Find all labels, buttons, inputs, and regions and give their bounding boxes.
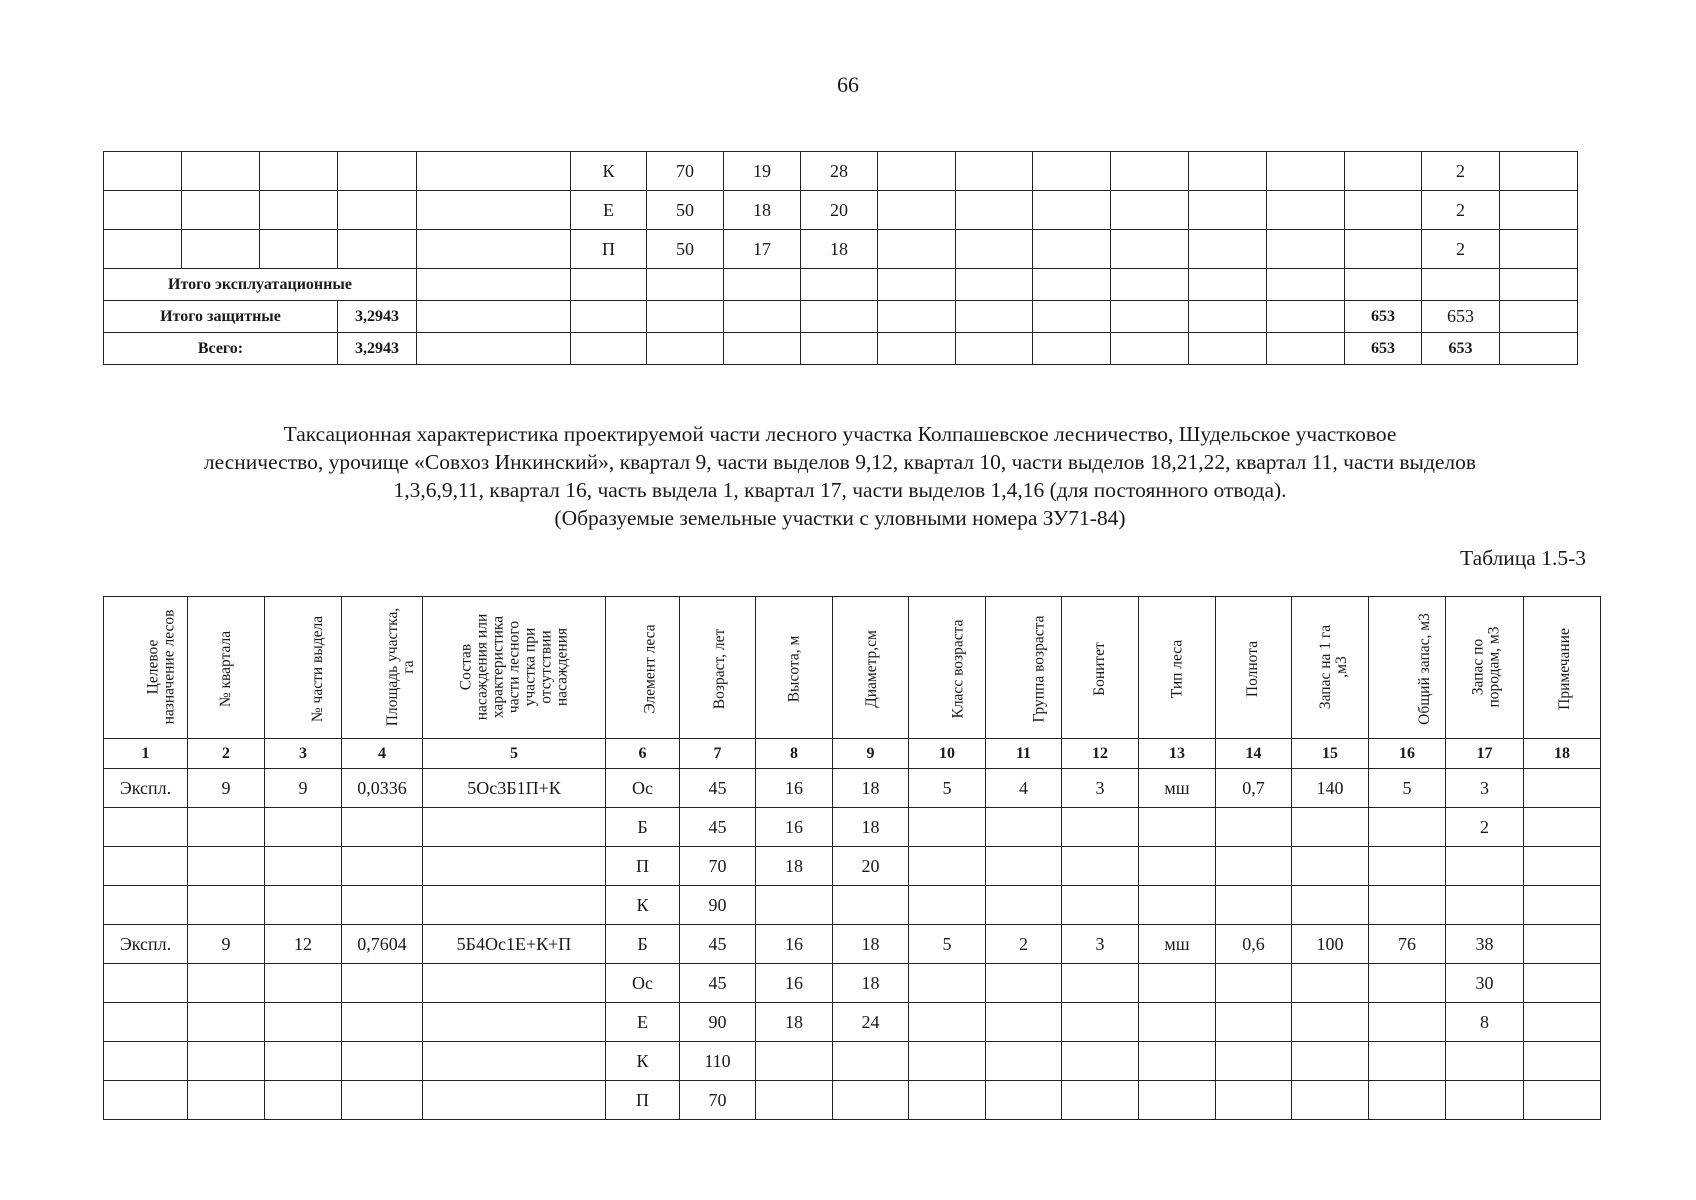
table-cell bbox=[1216, 1042, 1292, 1081]
table-cell: 12 bbox=[265, 925, 342, 964]
table-row bbox=[104, 191, 1578, 230]
column-header-label: Общий запас, м3 bbox=[1415, 613, 1433, 725]
column-header bbox=[1524, 597, 1601, 739]
total-protective-stock-by-species: 653 bbox=[1422, 301, 1500, 333]
table-cell: мш bbox=[1139, 769, 1216, 808]
table-row bbox=[104, 847, 1601, 886]
table-cell: Б bbox=[606, 925, 680, 964]
column-header bbox=[986, 597, 1062, 739]
table-cell: К bbox=[606, 886, 680, 925]
table-cell bbox=[423, 1042, 606, 1081]
table-cell: 90 bbox=[680, 1003, 756, 1042]
header-row bbox=[104, 597, 1601, 739]
table-cell: 18 bbox=[833, 964, 909, 1003]
table-cell bbox=[342, 1081, 423, 1120]
table-cell bbox=[986, 886, 1062, 925]
table-cell bbox=[342, 847, 423, 886]
column-header bbox=[1216, 597, 1292, 739]
table-cell bbox=[756, 886, 833, 925]
table-cell bbox=[1139, 886, 1216, 925]
table-cell: 38 bbox=[1446, 925, 1524, 964]
column-header bbox=[188, 597, 265, 739]
table-cell bbox=[1446, 886, 1524, 925]
height-cell: 19 bbox=[724, 152, 801, 191]
table-row bbox=[104, 152, 1578, 191]
table-row bbox=[104, 230, 1578, 269]
table-cell: 3 bbox=[1446, 769, 1524, 808]
column-number: 15 bbox=[1292, 739, 1369, 769]
table-cell bbox=[1139, 1042, 1216, 1081]
table-cell: П bbox=[606, 1081, 680, 1120]
caption-line: (Образуемые земельные участки с уловными номера ЗУ71-84) bbox=[554, 506, 1126, 530]
column-header-label: Запас по породам, м3 bbox=[1469, 626, 1503, 708]
diameter-cell: 20 bbox=[801, 191, 878, 230]
table-cell bbox=[1446, 847, 1524, 886]
column-number: 6 bbox=[606, 739, 680, 769]
table-row bbox=[104, 886, 1601, 925]
column-header-label: Высота, м bbox=[785, 635, 802, 703]
table-cell bbox=[1524, 1042, 1601, 1081]
column-header-label: Состав насаждения или характеристика части лесного участка при отсутствии насаждения bbox=[457, 613, 570, 721]
total-exploitation-label: Итого эксплуатационные bbox=[104, 269, 417, 301]
table-cell: Экспл. bbox=[104, 769, 188, 808]
table-row bbox=[104, 769, 1601, 808]
column-number: 4 bbox=[342, 739, 423, 769]
column-header-label: Диаметр,см bbox=[862, 630, 880, 708]
table-cell: 16 bbox=[756, 925, 833, 964]
table-cell: 5 bbox=[909, 769, 986, 808]
height-cell: 18 bbox=[724, 191, 801, 230]
total-protective-row bbox=[104, 301, 1578, 333]
column-header bbox=[1292, 597, 1369, 739]
table-cell bbox=[342, 964, 423, 1003]
table-cell bbox=[1216, 886, 1292, 925]
element-cell: П bbox=[571, 230, 647, 269]
age-cell: 50 bbox=[647, 230, 724, 269]
table-cell bbox=[1524, 1081, 1601, 1120]
table-number: Таблица 1.5-3 bbox=[1460, 546, 1586, 570]
table-cell: 76 bbox=[1369, 925, 1446, 964]
column-number: 2 bbox=[188, 739, 265, 769]
column-number: 8 bbox=[756, 739, 833, 769]
column-number: 7 bbox=[680, 739, 756, 769]
table-cell bbox=[1216, 847, 1292, 886]
column-header-label: Примечание bbox=[1555, 628, 1573, 710]
table-cell: 4 bbox=[986, 769, 1062, 808]
grand-total-label: Всего: bbox=[104, 333, 338, 365]
table-cell bbox=[1062, 847, 1139, 886]
column-header bbox=[1369, 597, 1446, 739]
table-cell: 9 bbox=[188, 925, 265, 964]
table-cell bbox=[188, 886, 265, 925]
table-cell: 45 bbox=[680, 808, 756, 847]
table-row bbox=[104, 925, 1601, 964]
table-cell: 5Ос3Б1П+К bbox=[423, 769, 606, 808]
table-cell: 0,7 bbox=[1216, 769, 1292, 808]
table-cell bbox=[909, 964, 986, 1003]
table-cell bbox=[1062, 1081, 1139, 1120]
table-cell bbox=[986, 1042, 1062, 1081]
table-cell: 8 bbox=[1446, 1003, 1524, 1042]
column-header bbox=[104, 597, 188, 739]
table-cell: 16 bbox=[756, 769, 833, 808]
table-cell bbox=[188, 808, 265, 847]
table-cell bbox=[909, 1081, 986, 1120]
table-cell bbox=[1446, 1042, 1524, 1081]
table-cell bbox=[1139, 1003, 1216, 1042]
column-header bbox=[756, 597, 833, 739]
table-cell bbox=[756, 1081, 833, 1120]
column-number: 3 bbox=[265, 739, 342, 769]
total-protective-label: Итого защитные bbox=[104, 301, 338, 333]
table-cell bbox=[265, 808, 342, 847]
column-header bbox=[833, 597, 909, 739]
table-cell: 0,0336 bbox=[342, 769, 423, 808]
column-header-label: Тип леса bbox=[1168, 639, 1185, 699]
table-caption bbox=[100, 420, 1580, 532]
table-cell bbox=[1062, 808, 1139, 847]
column-header-label: Элемент леса bbox=[641, 624, 659, 714]
total-protective-stock: 653 bbox=[1345, 301, 1422, 333]
table-cell bbox=[909, 1003, 986, 1042]
table-cell bbox=[1292, 847, 1369, 886]
table-cell bbox=[909, 847, 986, 886]
caption-line: Таксационная характеристика проектируемой части лесного участка Колпашевское лесничество, Шудельское участковое bbox=[283, 422, 1397, 446]
column-header-label: Целевое назначение лесов bbox=[144, 609, 178, 725]
table-cell: 2 bbox=[986, 925, 1062, 964]
column-number: 11 bbox=[986, 739, 1062, 769]
table-cell: 20 bbox=[833, 847, 909, 886]
grand-total-stock-by-species: 653 bbox=[1422, 333, 1500, 365]
table-cell bbox=[1216, 1003, 1292, 1042]
total-exploitation-row bbox=[104, 269, 1578, 301]
table-cell bbox=[265, 847, 342, 886]
table-cell: 70 bbox=[680, 847, 756, 886]
column-header bbox=[1446, 597, 1524, 739]
table-cell: 30 bbox=[1446, 964, 1524, 1003]
stock-by-species-cell: 2 bbox=[1422, 191, 1500, 230]
table-cell bbox=[188, 1003, 265, 1042]
table-cell bbox=[1524, 964, 1601, 1003]
table-cell bbox=[188, 1042, 265, 1081]
table-cell: 16 bbox=[756, 964, 833, 1003]
caption-line: лесничество, урочище «Совхоз Инкинский», квартал 9, части выделов 9,12, квартал 10, части выделов 18,21,22, квартал 11, части выделов bbox=[203, 450, 1477, 474]
table-cell: 18 bbox=[833, 808, 909, 847]
table-cell bbox=[833, 1042, 909, 1081]
table-cell bbox=[104, 1081, 188, 1120]
table-cell bbox=[188, 1081, 265, 1120]
taxation-table bbox=[103, 596, 1601, 1120]
table-cell bbox=[1369, 808, 1446, 847]
table-cell: 18 bbox=[833, 769, 909, 808]
table-cell bbox=[423, 808, 606, 847]
table-row bbox=[104, 1003, 1601, 1042]
stock-by-species-cell: 2 bbox=[1422, 152, 1500, 191]
table-cell bbox=[1524, 1003, 1601, 1042]
table-cell bbox=[104, 964, 188, 1003]
table-cell bbox=[1062, 886, 1139, 925]
column-header bbox=[909, 597, 986, 739]
column-header bbox=[680, 597, 756, 739]
table-cell bbox=[423, 886, 606, 925]
table-cell: 3 bbox=[1062, 769, 1139, 808]
column-header-label: Полнота bbox=[1244, 640, 1262, 698]
table-cell bbox=[986, 1003, 1062, 1042]
height-cell: 17 bbox=[724, 230, 801, 269]
table-cell: 9 bbox=[265, 769, 342, 808]
table-cell bbox=[1369, 964, 1446, 1003]
column-header-label: № квартала bbox=[217, 630, 235, 708]
table-cell: мш bbox=[1139, 925, 1216, 964]
table-cell bbox=[1524, 847, 1601, 886]
column-number: 16 bbox=[1369, 739, 1446, 769]
table-cell bbox=[265, 1042, 342, 1081]
table-cell: Е bbox=[606, 1003, 680, 1042]
grand-total-stock: 653 bbox=[1345, 333, 1422, 365]
table-cell bbox=[1524, 925, 1601, 964]
table-cell bbox=[909, 808, 986, 847]
column-header bbox=[342, 597, 423, 739]
table-cell: 3 bbox=[1062, 925, 1139, 964]
column-number: 1 bbox=[104, 739, 188, 769]
table-cell bbox=[342, 1003, 423, 1042]
column-number: 9 bbox=[833, 739, 909, 769]
table-cell bbox=[1369, 1042, 1446, 1081]
column-number: 12 bbox=[1062, 739, 1139, 769]
total-protective-area: 3,2943 bbox=[338, 301, 417, 333]
table-cell bbox=[1524, 808, 1601, 847]
caption-line: 1,3,6,9,11, квартал 16, часть выдела 1, квартал 17, части выделов 1,4,16 (для постоянного отвода). bbox=[393, 478, 1287, 502]
table-cell bbox=[342, 1042, 423, 1081]
table-row bbox=[104, 1081, 1601, 1120]
table-cell bbox=[1292, 808, 1369, 847]
table-cell bbox=[1139, 847, 1216, 886]
table-cell bbox=[756, 1042, 833, 1081]
table-cell bbox=[1216, 1081, 1292, 1120]
table-cell bbox=[104, 886, 188, 925]
grand-total-row bbox=[104, 333, 1578, 365]
column-header bbox=[606, 597, 680, 739]
column-number: 17 bbox=[1446, 739, 1524, 769]
table-cell: 5 bbox=[1369, 769, 1446, 808]
column-number-row bbox=[104, 739, 1601, 769]
table-cell bbox=[1062, 964, 1139, 1003]
page-number: 66 bbox=[837, 72, 859, 97]
table-cell bbox=[1062, 1003, 1139, 1042]
table-cell: 45 bbox=[680, 925, 756, 964]
table-cell: 5 bbox=[909, 925, 986, 964]
table-cell: Б bbox=[606, 808, 680, 847]
table-cell: 0,6 bbox=[1216, 925, 1292, 964]
table-cell bbox=[1292, 1042, 1369, 1081]
column-header bbox=[423, 597, 606, 739]
table-cell: 70 bbox=[680, 1081, 756, 1120]
column-header-label: Запас на 1 га ,м3 bbox=[1317, 624, 1351, 710]
column-header-label: Группа возраста bbox=[1030, 615, 1048, 723]
table-cell bbox=[1216, 808, 1292, 847]
table-cell bbox=[1524, 769, 1601, 808]
column-header-label: Площадь участка, га bbox=[384, 607, 418, 727]
diameter-cell: 28 bbox=[801, 152, 878, 191]
table-cell bbox=[986, 847, 1062, 886]
element-cell: К bbox=[571, 152, 647, 191]
table-cell: К bbox=[606, 1042, 680, 1081]
column-number: 10 bbox=[909, 739, 986, 769]
column-number: 13 bbox=[1139, 739, 1216, 769]
table-cell: 24 bbox=[833, 1003, 909, 1042]
table-cell: Экспл. bbox=[104, 925, 188, 964]
table-cell bbox=[188, 847, 265, 886]
age-cell: 70 bbox=[647, 152, 724, 191]
table-cell bbox=[423, 847, 606, 886]
column-header bbox=[265, 597, 342, 739]
table-cell: П bbox=[606, 847, 680, 886]
table-cell bbox=[986, 964, 1062, 1003]
column-number: 5 bbox=[423, 739, 606, 769]
table-cell bbox=[342, 808, 423, 847]
table-cell bbox=[1216, 964, 1292, 1003]
table-row bbox=[104, 1042, 1601, 1081]
table-cell bbox=[423, 964, 606, 1003]
table-cell bbox=[1292, 964, 1369, 1003]
table-cell: 45 bbox=[680, 964, 756, 1003]
element-cell: Е bbox=[571, 191, 647, 230]
table-cell bbox=[104, 808, 188, 847]
column-number: 18 bbox=[1524, 739, 1601, 769]
table-cell bbox=[342, 886, 423, 925]
table-cell bbox=[1139, 1081, 1216, 1120]
stock-by-species-cell: 2 bbox=[1422, 230, 1500, 269]
table-cell bbox=[188, 964, 265, 1003]
table-cell bbox=[1062, 1042, 1139, 1081]
column-number: 14 bbox=[1216, 739, 1292, 769]
table-cell bbox=[986, 1081, 1062, 1120]
table-cell bbox=[423, 1003, 606, 1042]
table-cell bbox=[1139, 808, 1216, 847]
table-cell bbox=[423, 1081, 606, 1120]
table-cell bbox=[1292, 1003, 1369, 1042]
table-cell bbox=[104, 847, 188, 886]
table-cell: 90 bbox=[680, 886, 756, 925]
table-cell bbox=[265, 886, 342, 925]
table-cell: 45 bbox=[680, 769, 756, 808]
column-header-label: № части выдела bbox=[309, 615, 327, 723]
table-cell: Ос bbox=[606, 964, 680, 1003]
table-cell: 9 bbox=[188, 769, 265, 808]
table-row bbox=[104, 808, 1601, 847]
table-cell bbox=[833, 886, 909, 925]
table-cell: 140 bbox=[1292, 769, 1369, 808]
column-header bbox=[1139, 597, 1216, 739]
column-header-label: Класс возраста bbox=[949, 619, 967, 719]
table-cell bbox=[1292, 1081, 1369, 1120]
table-cell: 18 bbox=[756, 847, 833, 886]
column-header bbox=[1062, 597, 1139, 739]
table-cell bbox=[265, 964, 342, 1003]
column-header-label: Возраст, лет bbox=[711, 628, 729, 710]
column-header-label: Бонитет bbox=[1090, 642, 1108, 696]
table-cell: 2 bbox=[1446, 808, 1524, 847]
table-cell bbox=[104, 1003, 188, 1042]
table-cell: Ос bbox=[606, 769, 680, 808]
table-cell bbox=[1292, 886, 1369, 925]
table-cell bbox=[1369, 1081, 1446, 1120]
age-cell: 50 bbox=[647, 191, 724, 230]
table-cell bbox=[1369, 886, 1446, 925]
table-cell bbox=[986, 808, 1062, 847]
table-cell bbox=[265, 1081, 342, 1120]
table-cell bbox=[265, 1003, 342, 1042]
table-cell bbox=[833, 1081, 909, 1120]
table-cell bbox=[1139, 964, 1216, 1003]
table-cell bbox=[1524, 886, 1601, 925]
table-cell: 18 bbox=[833, 925, 909, 964]
table-cell bbox=[909, 886, 986, 925]
table-cell: 100 bbox=[1292, 925, 1369, 964]
continuation-table bbox=[103, 151, 1578, 365]
table-cell: 110 bbox=[680, 1042, 756, 1081]
table-cell bbox=[909, 1042, 986, 1081]
table-cell: 0,7604 bbox=[342, 925, 423, 964]
table-cell: 5Б4Ос1Е+К+П bbox=[423, 925, 606, 964]
table-row bbox=[104, 964, 1601, 1003]
table-cell bbox=[1369, 847, 1446, 886]
table-cell bbox=[104, 1042, 188, 1081]
diameter-cell: 18 bbox=[801, 230, 878, 269]
grand-total-area: 3,2943 bbox=[338, 333, 417, 365]
table-cell bbox=[1446, 1081, 1524, 1120]
table-cell: 18 bbox=[756, 1003, 833, 1042]
table-cell: 16 bbox=[756, 808, 833, 847]
table-cell bbox=[1369, 1003, 1446, 1042]
